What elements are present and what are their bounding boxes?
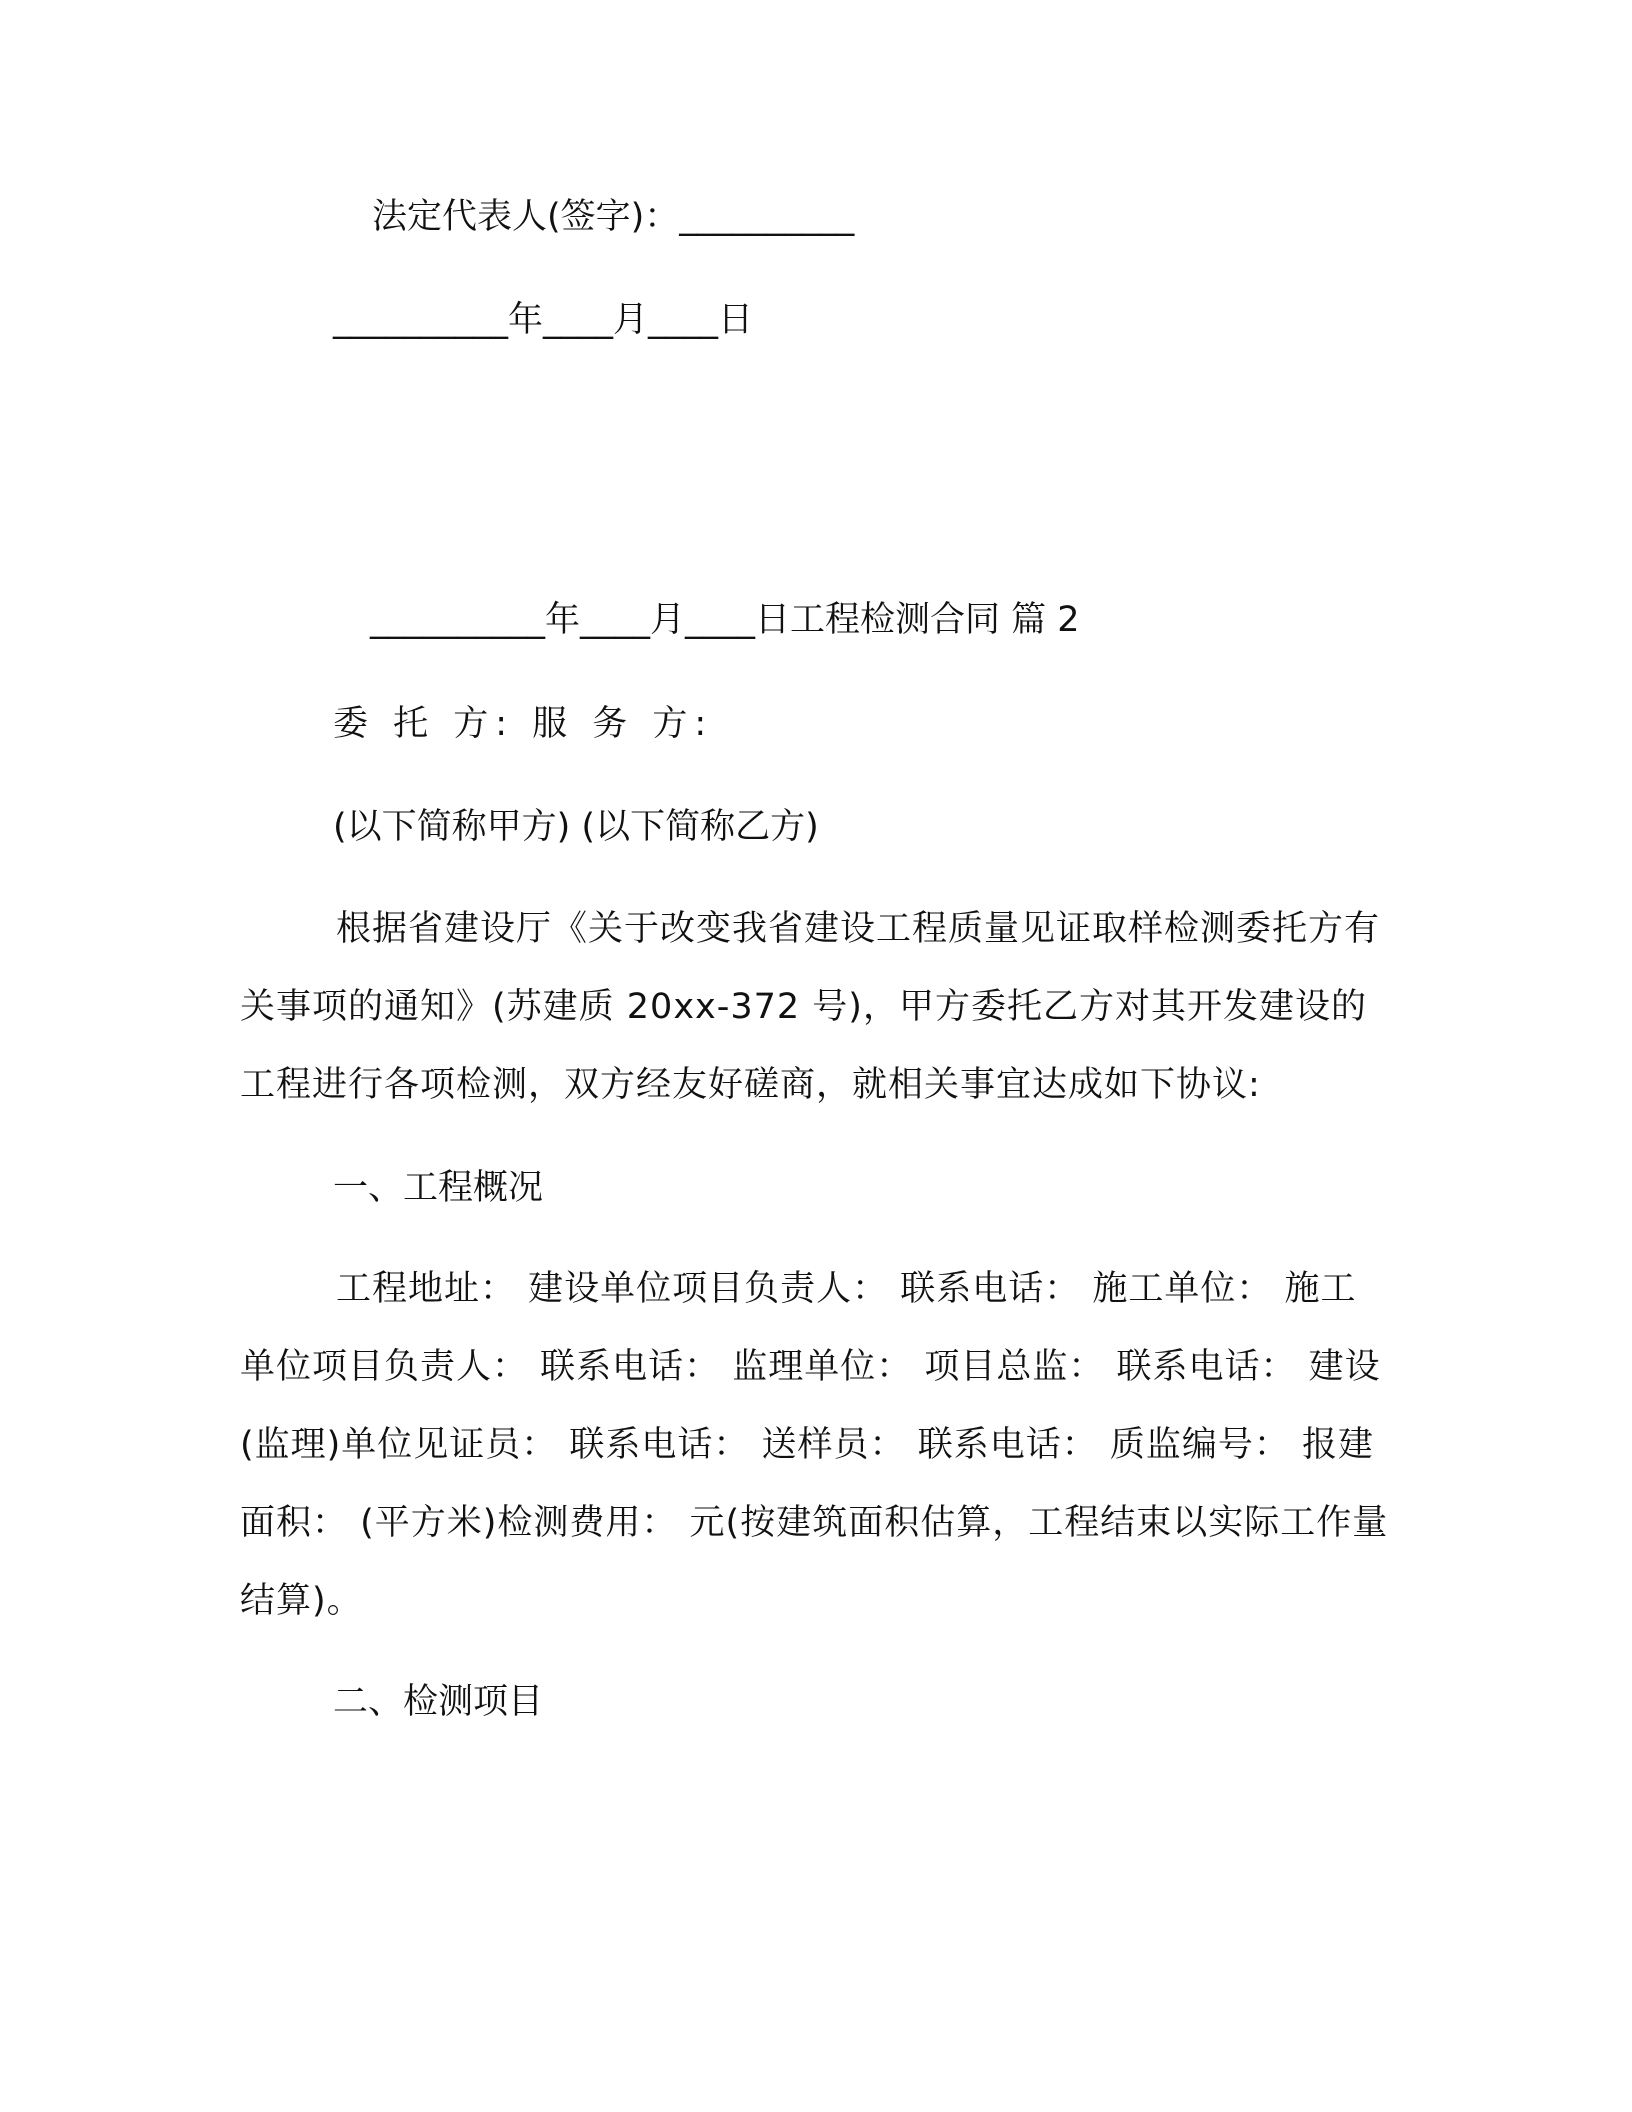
heading-test-items: 二、检测项目: [333, 1682, 544, 1722]
project-paragraph: 工程地址： 建设单位项目负责人： 联系电话： 施工单位： 施工单位项目负责人： 联系电话： 监理单位： 项目总监： 联系电话： 建设(监理)单位见证员： 联系电话： 送样员： 联系电话： 质监编号： 报建面积： (平方米)检测费用： 元(按建筑面积估算，工程结束以实际工作量结算)。: [240, 1269, 1389, 1621]
heading-project-overview: 一、工程概况: [333, 1168, 544, 1208]
parties-line: 委 托 方: 服 务 方:: [333, 704, 714, 744]
parties-note: (以下简称甲方) (以下简称乙方): [333, 807, 819, 847]
date-line: __________年____月____日: [333, 300, 754, 340]
intro-paragraph: 根据省建设厅《关于改变我省建设工程质量见证取样检测委托方有关事项的通知》(苏建质 20xx-372 号)，甲方委托乙方对其开发建设的 工程进行各项检测，双方经友好磋商，就相关事宜达成如下协议:: [240, 909, 1381, 1105]
signature-line: 法定代表人(签字)：__________: [372, 197, 855, 237]
section-title: __________年____月____日工程检测合同 篇 2: [370, 600, 1080, 640]
